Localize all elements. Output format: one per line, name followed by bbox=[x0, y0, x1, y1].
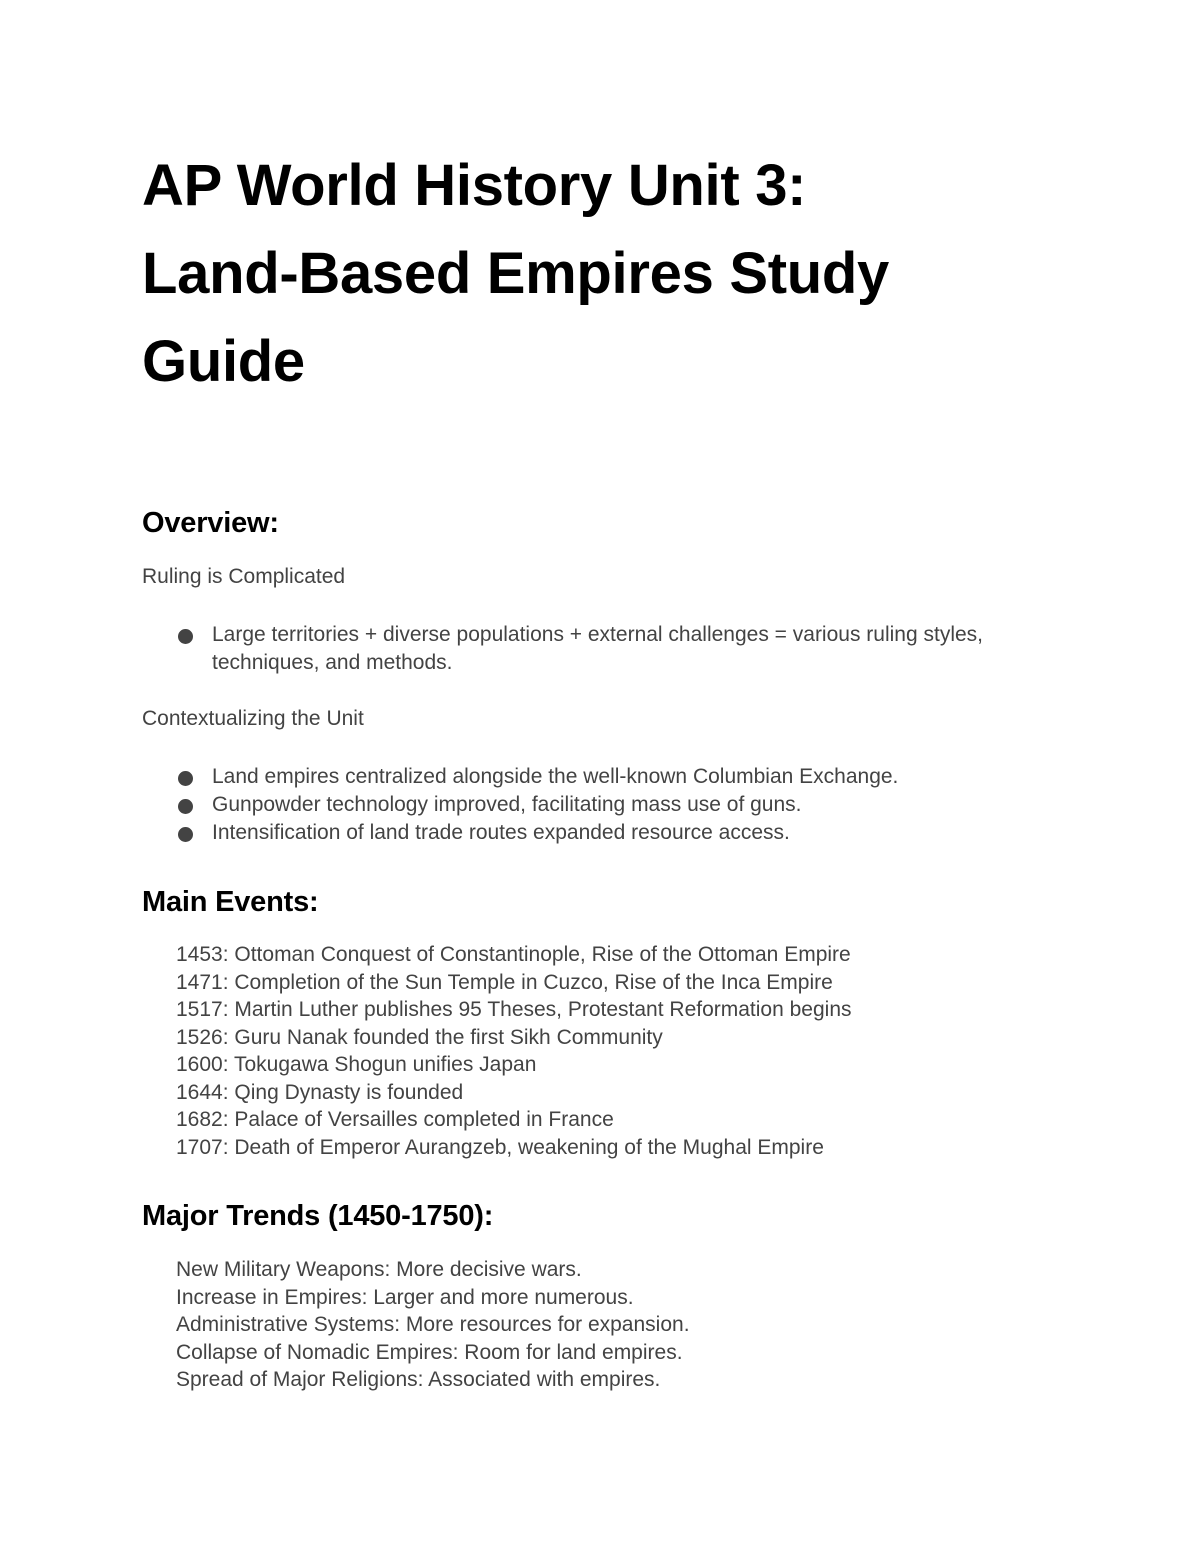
event-item: 1471: Completion of the Sun Temple in Cuzco, Rise of the Inca Empire bbox=[176, 970, 833, 994]
list-item bbox=[142, 621, 1012, 677]
list-item bbox=[142, 819, 1012, 847]
event-item: 1707: Death of Emperor Aurangzeb, weakening of the Mughal Empire bbox=[176, 1135, 824, 1159]
list-item bbox=[142, 763, 1012, 791]
event-item: 1453: Ottoman Conquest of Constantinople, Rise of the Ottoman Empire bbox=[176, 943, 851, 966]
trend-item: New Military Weapons: More decisive wars. bbox=[176, 1258, 582, 1281]
bullet-dot-icon bbox=[178, 629, 193, 644]
overview-heading: Overview: bbox=[142, 507, 279, 539]
list-item-text: Gunpowder technology improved, facilitating mass use of guns. bbox=[212, 793, 802, 816]
trend-item: Collapse of Nomadic Empires: Room for land empires. bbox=[176, 1340, 683, 1364]
bullet-dot-icon bbox=[178, 827, 193, 842]
event-item: 1517: Martin Luther publishes 95 Theses, Protestant Reformation begins bbox=[176, 998, 852, 1021]
major-trends-list bbox=[176, 1256, 690, 1394]
trend-item: Spread of Major Religions: Associated with empires. bbox=[176, 1368, 661, 1391]
bullet-dot-icon bbox=[178, 771, 193, 786]
main-events-list bbox=[176, 941, 852, 1161]
bullet-dot-icon bbox=[178, 799, 193, 814]
ruling-bullet-list bbox=[142, 621, 1012, 677]
trend-item: Administrative Systems: More resources for expansion. bbox=[176, 1313, 690, 1336]
event-item: 1600: Tokugawa Shogun unifies Japan bbox=[176, 1053, 537, 1076]
document-title bbox=[142, 142, 889, 406]
ruling-subheading: Ruling is Complicated bbox=[142, 565, 346, 588]
major-trends-heading: Major Trends (1450-1750): bbox=[142, 1200, 494, 1232]
event-item: 1682: Palace of Versailles completed in France bbox=[176, 1108, 614, 1131]
title-line-2: Land-Based Empires Study bbox=[142, 241, 889, 306]
main-events-heading: Main Events: bbox=[142, 886, 319, 918]
list-item-text: Land empires centralized alongside the well-known Columbian Exchange. bbox=[212, 765, 899, 788]
context-bullet-list bbox=[142, 763, 1012, 847]
list-item-text: Large territories + diverse populations + external challenges = various ruling styles, techniques, and methods. bbox=[212, 623, 984, 674]
event-item: 1526: Guru Nanak founded the first Sikh Community bbox=[176, 1025, 663, 1049]
title-line-3: Guide bbox=[142, 329, 305, 394]
title-line-1: AP World History Unit 3: bbox=[142, 153, 807, 218]
event-item: 1644: Qing Dynasty is founded bbox=[176, 1080, 464, 1104]
context-subheading: Contextualizing the Unit bbox=[142, 707, 364, 730]
trend-item: Increase in Empires: Larger and more numerous. bbox=[176, 1285, 634, 1309]
list-item-text: Intensification of land trade routes expanded resource access. bbox=[212, 821, 790, 844]
list-item bbox=[142, 791, 1012, 819]
